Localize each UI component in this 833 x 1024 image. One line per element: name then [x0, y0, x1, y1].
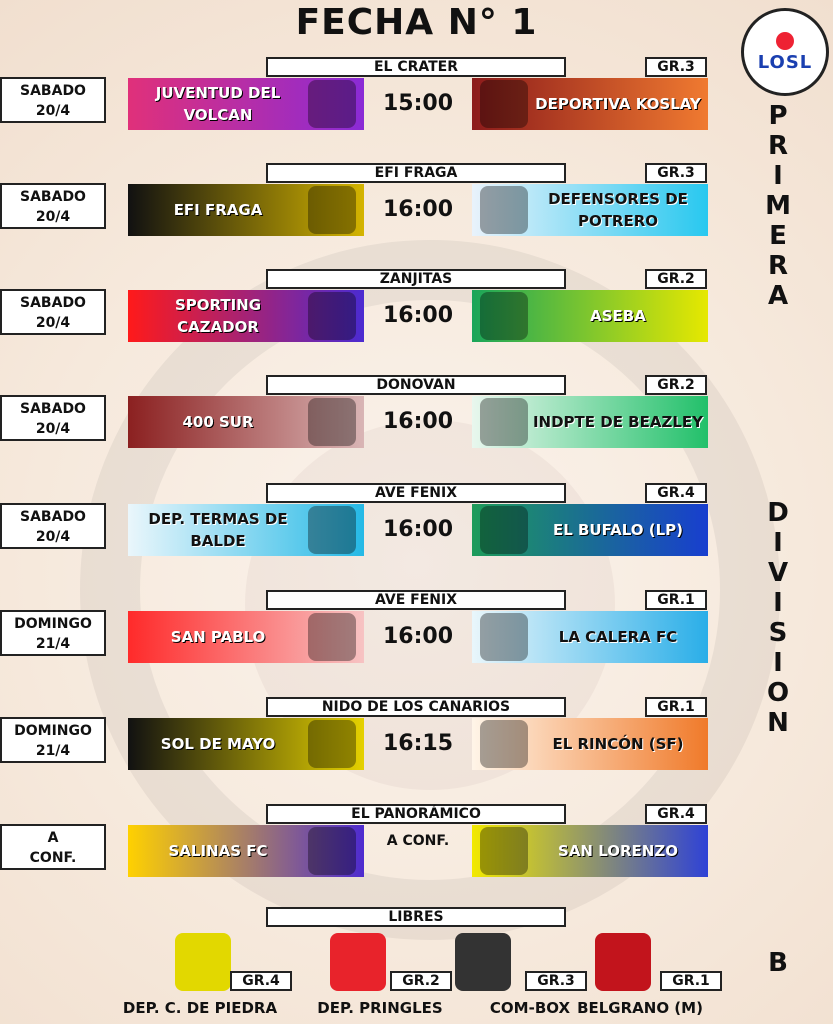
away-crest-icon — [480, 186, 528, 234]
bye-team — [295, 933, 455, 1023]
division-letter: D — [767, 498, 789, 528]
match-date — [0, 395, 106, 441]
kickoff-time: 16:00 — [382, 197, 454, 222]
home-crest-icon — [308, 506, 356, 554]
match-date — [0, 289, 106, 335]
bye-crest-icon — [455, 933, 511, 991]
division-letter: I — [773, 528, 783, 558]
home-crest-icon — [308, 827, 356, 875]
home-team-name: DEP. TERMAS DE BALDE — [148, 510, 288, 550]
away-team-name: EL BUFALO (LP) — [552, 521, 684, 539]
away-crest-icon — [480, 613, 528, 661]
bye-crest-icon — [595, 933, 651, 991]
bye-team — [115, 933, 280, 1023]
primera-letter: I — [773, 161, 783, 191]
away-crest-icon — [480, 827, 528, 875]
kickoff-time: 15:00 — [382, 91, 454, 116]
home-team-name: SAN PABLO — [170, 628, 266, 646]
match-day: SABADO — [20, 401, 86, 417]
away-team — [472, 290, 708, 342]
group-badge: GR.1 — [645, 590, 707, 610]
away-team-name: LA CALERA FC — [558, 628, 678, 646]
away-crest-icon — [480, 80, 528, 128]
match-date — [0, 183, 106, 229]
home-crest-icon — [308, 398, 356, 446]
kickoff-time: 16:00 — [382, 517, 454, 542]
bye-crest-icon — [175, 933, 231, 991]
league-logo — [741, 8, 829, 96]
match-day: SABADO — [20, 509, 86, 525]
home-crest-icon — [308, 292, 356, 340]
home-team — [128, 396, 364, 448]
match-date-value: 20/4 — [35, 103, 71, 119]
away-team-name: INDPTE DE BEAZLEY — [532, 413, 704, 431]
away-crest-icon — [480, 398, 528, 446]
division-word-division — [748, 500, 808, 740]
group-badge: GR.4 — [645, 483, 707, 503]
match-day: DOMINGO — [14, 616, 92, 632]
away-team-name: ASEBA — [590, 307, 646, 325]
away-team — [472, 184, 708, 236]
home-crest-icon — [308, 186, 356, 234]
home-crest-icon — [308, 613, 356, 661]
away-crest-icon — [480, 292, 528, 340]
home-team — [128, 78, 364, 130]
division-letter: I — [773, 648, 783, 678]
venue-label: AVE FENIX — [266, 590, 566, 610]
venue-label: EFI FRAGA — [266, 163, 566, 183]
away-team-name: DEPORTIVA KOSLAY — [535, 95, 701, 113]
kickoff-time: 16:00 — [382, 624, 454, 649]
division-letter: S — [768, 618, 788, 648]
bye-group-badge: GR.4 — [230, 971, 292, 991]
home-team — [128, 611, 364, 663]
libres-title: LIBRES — [266, 907, 566, 927]
primera-letter: P — [768, 101, 788, 131]
page-title: FECHA N° 1 — [295, 2, 538, 43]
away-crest-icon — [480, 720, 528, 768]
bye-team-name: DEP. C. DE PIEDRA — [122, 999, 278, 1017]
group-badge: GR.3 — [645, 57, 707, 77]
match-date-value: 21/4 — [35, 743, 71, 759]
home-team-name: EFI FRAGA — [173, 201, 263, 219]
kickoff-time: 16:15 — [382, 731, 454, 756]
division-letter: V — [767, 558, 789, 588]
bye-team — [555, 933, 715, 1023]
home-team — [128, 184, 364, 236]
group-badge: GR.1 — [645, 697, 707, 717]
division-letter: B — [768, 948, 788, 978]
group-badge: GR.3 — [645, 163, 707, 183]
bye-group-badge: GR.2 — [390, 971, 452, 991]
home-crest-icon — [308, 80, 356, 128]
home-team — [128, 825, 364, 877]
primera-letter: M — [765, 191, 791, 221]
home-team-name: SPORTING CAZADOR — [174, 296, 262, 336]
division-letter: O — [766, 678, 790, 708]
venue-label: NIDO DE LOS CANARIOS — [266, 697, 566, 717]
home-team-name: JUVENTUD DEL VOLCAN — [155, 84, 281, 124]
match-day: DOMINGO — [14, 723, 92, 739]
group-badge: GR.4 — [645, 804, 707, 824]
primera-letter: R — [767, 131, 789, 161]
match-day: SABADO — [20, 295, 86, 311]
away-crest-icon — [480, 506, 528, 554]
match-date-value: 20/4 — [35, 209, 71, 225]
match-date-value: 21/4 — [35, 636, 71, 652]
away-team — [472, 718, 708, 770]
logo-wordmark: LOSL — [757, 51, 813, 73]
home-crest-icon — [308, 720, 356, 768]
primera-letter: E — [769, 221, 787, 251]
venue-label: EL CRATER — [266, 57, 566, 77]
match-date — [0, 610, 106, 656]
match-date-value: 20/4 — [35, 529, 71, 545]
primera-letter: A — [767, 281, 789, 311]
venue-label: DONOVAN — [266, 375, 566, 395]
division-letter: I — [773, 588, 783, 618]
bye-team-name: COM-BOX — [489, 999, 571, 1017]
away-team — [472, 396, 708, 448]
away-team-name: SAN LORENZO — [558, 842, 678, 860]
home-team-name: SALINAS FC — [168, 842, 268, 860]
venue-label: ZANJITAS — [266, 269, 566, 289]
away-team — [472, 78, 708, 130]
group-badge: GR.2 — [645, 375, 707, 395]
match-date — [0, 824, 106, 870]
bye-group-badge: GR.3 — [525, 971, 587, 991]
kickoff-time: 16:00 — [382, 409, 454, 434]
division-word-primera — [748, 103, 808, 313]
match-day: SABADO — [20, 83, 86, 99]
match-date-value: 20/4 — [35, 421, 71, 437]
ball-icon — [776, 32, 794, 50]
match-day: A — [47, 830, 59, 846]
venue-label: EL PANORÁMICO — [266, 804, 566, 824]
match-date — [0, 717, 106, 763]
away-team — [472, 504, 708, 556]
group-badge: GR.2 — [645, 269, 707, 289]
home-team-name: 400 SUR — [182, 413, 254, 431]
venue-label: AVE FENIX — [266, 483, 566, 503]
bye-team-name: DEP. PRINGLES — [317, 999, 443, 1017]
bye-crest-icon — [330, 933, 386, 991]
home-team — [128, 504, 364, 556]
home-team — [128, 290, 364, 342]
division-letter: N — [767, 708, 789, 738]
match-day: SABADO — [20, 189, 86, 205]
match-date — [0, 77, 106, 123]
home-team-name: SOL DE MAYO — [160, 735, 276, 753]
primera-letter: R — [767, 251, 789, 281]
kickoff-time: 16:00 — [382, 303, 454, 328]
away-team-name: EL RINCÓN (SF) — [552, 735, 684, 753]
away-team — [472, 611, 708, 663]
match-date — [0, 503, 106, 549]
bye-team-name: BELGRANO (M) — [577, 999, 703, 1017]
kickoff-time: A CONF. — [386, 833, 450, 849]
away-team-name: DEFENSORES DE POTRERO — [548, 190, 688, 230]
bye-group-badge: GR.1 — [660, 971, 722, 991]
match-date-value: 20/4 — [35, 315, 71, 331]
match-date-value: CONF. — [29, 850, 77, 866]
away-team — [472, 825, 708, 877]
home-team — [128, 718, 364, 770]
